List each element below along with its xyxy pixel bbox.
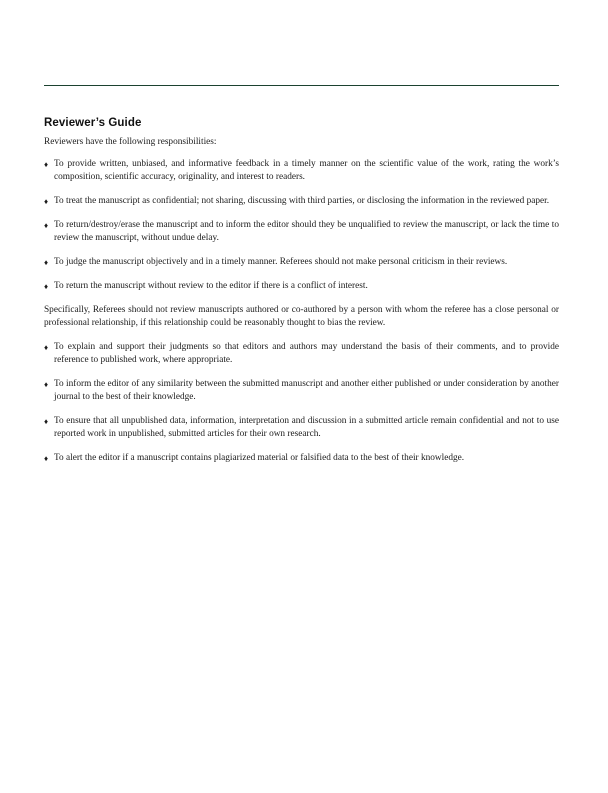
diamond-bullet-icon: ♦ xyxy=(44,221,49,230)
list-item xyxy=(44,256,559,269)
list-item-text: To ensure that all unpublished data, information, interpretation and discussion in a submitted article remain confidential and not to use reported work in unpublished, submitted articles for their own research. xyxy=(54,416,559,439)
list-item xyxy=(44,452,559,465)
list-item xyxy=(44,280,559,293)
list-item xyxy=(44,341,559,367)
interlude-paragraph: Specifically, Referees should not review manuscripts authored or co-authored by a person with whom the referee has a close personal or professional relationship, if this relationship could be reasonably thought to bias the review. xyxy=(44,305,559,328)
responsibilities-list-secondary xyxy=(44,341,559,465)
list-item xyxy=(44,219,559,245)
diamond-bullet-icon: ♦ xyxy=(44,417,49,426)
page-title: Reviewer’s Guide xyxy=(44,117,142,129)
responsibilities-list-primary xyxy=(44,158,559,293)
diamond-bullet-icon: ♦ xyxy=(44,160,49,169)
page-content xyxy=(44,85,559,476)
diamond-bullet-icon: ♦ xyxy=(44,343,49,352)
list-item xyxy=(44,158,559,184)
list-item-text: To inform the editor of any similarity between the submitted manuscript and another either published or under consideration by another journal to the best of their knowledge. xyxy=(54,379,559,402)
list-item xyxy=(44,195,559,208)
list-item-text: To judge the manuscript objectively and in a timely manner. Referees should not make personal criticism in their reviews. xyxy=(54,257,508,267)
list-item-text: To return the manuscript without review to the editor if there is a conflict of interest. xyxy=(54,281,368,291)
list-item xyxy=(44,378,559,404)
list-item-text: To return/destroy/erase the manuscript and to inform the editor should they be unqualified to review the manuscript, or lack the time to review the manuscript, without undue delay. xyxy=(54,220,559,243)
diamond-bullet-icon: ♦ xyxy=(44,282,49,291)
list-item-text: To provide written, unbiased, and informative feedback in a timely manner on the scientific value of the work, rating the work’s composition, scientific accuracy, originality, and interest to readers. xyxy=(54,159,559,182)
list-item-text: To explain and support their judgments so that editors and authors may understand the basis of their comments, and to provide reference to published work, where appropriate. xyxy=(54,342,559,365)
top-rule xyxy=(44,85,559,86)
diamond-bullet-icon: ♦ xyxy=(44,258,49,267)
intro-text: Reviewers have the following responsibilities: xyxy=(44,137,217,147)
list-item xyxy=(44,415,559,441)
diamond-bullet-icon: ♦ xyxy=(44,454,49,463)
diamond-bullet-icon: ♦ xyxy=(44,197,49,206)
list-item-text: To treat the manuscript as confidential; not sharing, discussing with third parties, or disclosing the information in the reviewed paper. xyxy=(54,196,550,206)
list-item-text: To alert the editor if a manuscript contains plagiarized material or falsified data to the best of their knowledge. xyxy=(54,453,465,463)
diamond-bullet-icon: ♦ xyxy=(44,380,49,389)
